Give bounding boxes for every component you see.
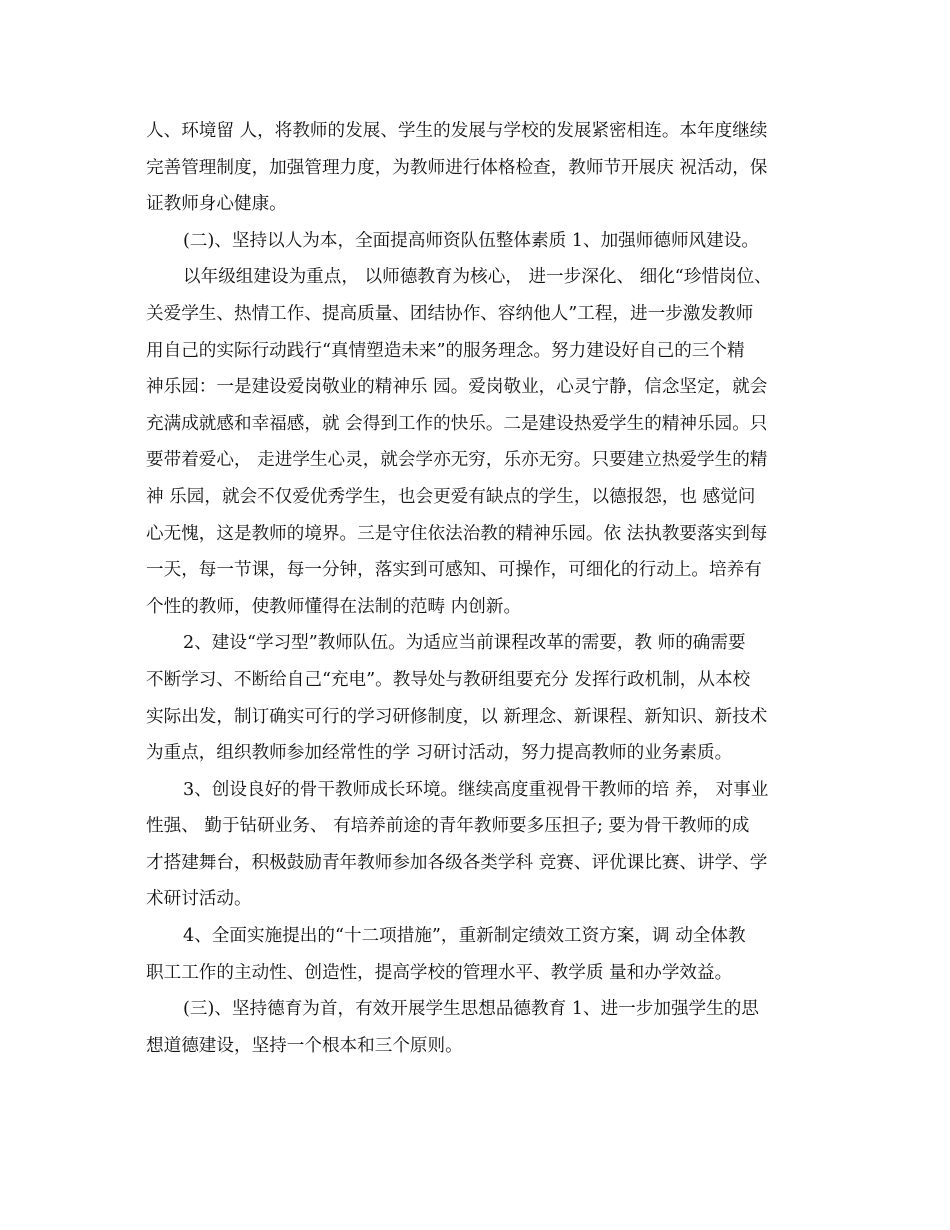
text-line: 神 乐园，就会不仅爱优秀学生，也会更爱有缺点的学生，以德报怨，也 感觉问	[146, 486, 756, 507]
text-line: 术研讨活动。	[146, 889, 252, 910]
text-line: 完善管理制度，加强管理力度，为教师进行体格检查，教师节开展庆 祝活动，保	[146, 157, 768, 178]
text-line: 为重点，组织教师参加经常性的学 习研讨活动，努力提高教师的业务素质。	[146, 743, 733, 764]
text-line: 神乐园：一是建设爱岗敬业的精神乐 园。爱岗敬业，心灵宁静，信念坚定，就会	[146, 377, 768, 398]
text-line: 充满成就感和幸福感，就 会得到工作的快乐。二是建设热爱学生的精神乐园。只	[146, 413, 768, 434]
text-line: 实际出发，制订确实可行的学习研修制度，以 新理念、新课程、新知识、新技术	[146, 706, 768, 727]
text-line: 要带着爱心， 走进学生心灵，就会学亦无穷，乐亦无穷。只要建立热爱学生的精	[146, 450, 768, 471]
text-line: 个性的教师，使教师懂得在法制的范畴 内创新。	[146, 596, 522, 617]
document-body	[146, 113, 810, 1064]
paragraph-heading-line: (三)、坚持德育为首，有效开展学生思想品德教育 1、进一步加强学生的思	[183, 999, 759, 1020]
text-line: 证教师身心健康。	[146, 194, 287, 215]
text-line: 不断学习、不断给自己“充电”。教导处与教研组要充分 发挥行政机制，从本校	[146, 669, 751, 690]
text-line: 以年级组建设为重点， 以师德教育为核心， 进一步深化、 细化“珍惜岗位、	[183, 267, 772, 288]
text-line: 3、创设良好的骨干教师成长环境。继续高度重视骨干教师的培 养， 对事业	[183, 779, 769, 800]
text-line: 才搭建舞台，积极鼓励青年教师参加各级各类学科 竞赛、评优课比赛、讲学、学	[146, 852, 768, 873]
text-line: 想道德建设，坚持一个根本和三个原则。	[146, 1035, 463, 1056]
text-line: 4、全面实施提出的“十二项措施”，重新制定绩效工资方案，调 动全体教	[183, 926, 746, 947]
text-line: 性强、 勤于钻研业务、 有培养前途的青年教师要多压担子; 要为骨干教师的成	[146, 816, 750, 837]
text-line: 心无愧，这是教师的境界。三是守住依法治教的精神乐园。依 法执教要落实到每	[146, 523, 768, 544]
paragraph-heading-line: (二)、坚持以人为本，全面提高师资队伍整体素质 1、加强师德师风建设。	[183, 230, 759, 251]
text-line: 人、环境留 人，将教师的发展、学生的发展与学校的发展紧密相连。本年度继续	[146, 121, 768, 141]
text-line: 关爱学生、热情工作、提高质量、团结协作、容纳他人”工程，进一步激发教师	[146, 303, 754, 324]
text-line: 用自己的实际行动践行“真情塑造未来”的服务理念。努力建设好自己的三个精	[146, 340, 745, 361]
text-line: 职工工作的主动性、创造性，提高学校的管理水平、教学质 量和办学效益。	[146, 962, 733, 983]
text-line: 2、建设“学习型”教师队伍。为适应当前课程改革的需要，教 师的确需要	[183, 633, 746, 654]
text-line: 一天，每一节课，每一分钟，落实到可感知、可操作，可细化的行动上。培养有	[146, 560, 762, 581]
